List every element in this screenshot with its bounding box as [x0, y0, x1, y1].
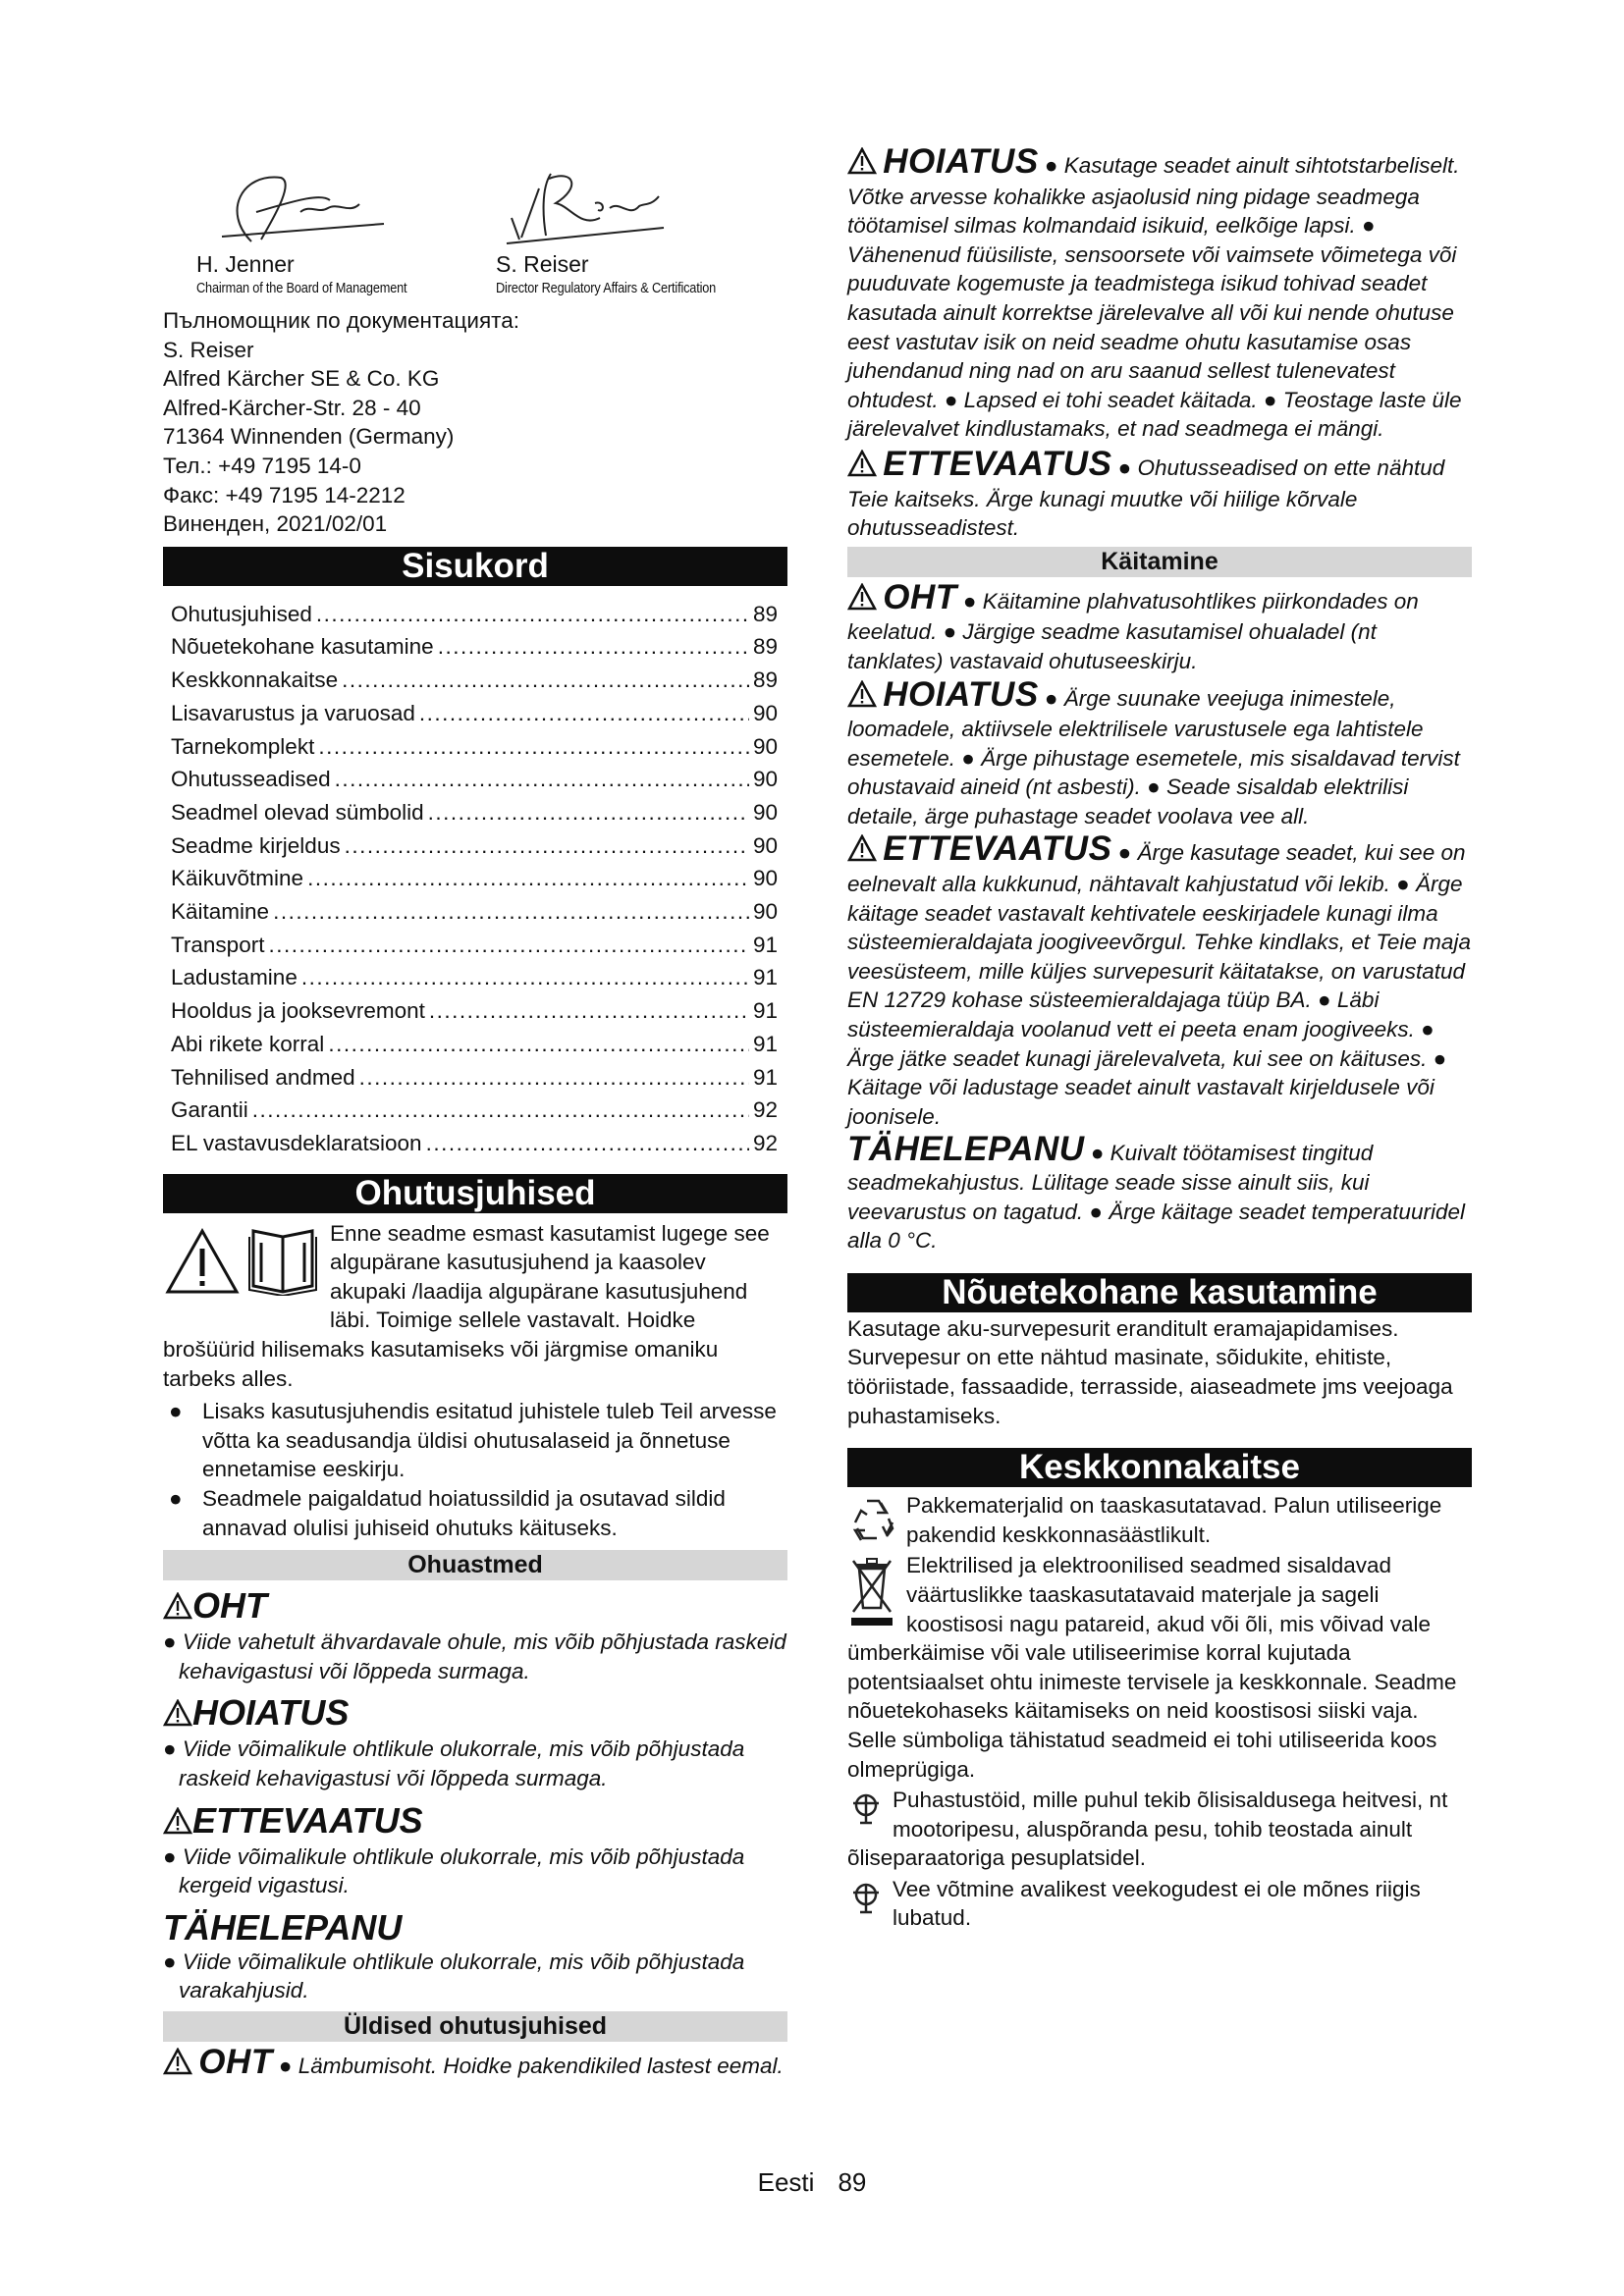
toc-list — [171, 598, 778, 1160]
kaitamine-heading: Käitamine — [847, 547, 1472, 577]
environment-item-oil-water: Puhastustöid, mille puhul tekib õlisisaldusega heitvesi, nt mootoripesu, aluspõranda pesu, tohib teostada ainult õliseparaatoriga pesuplatsidel. — [847, 1788, 1448, 1871]
toc-item[interactable]: Keskkonnakaitse ..... 89 — [171, 664, 778, 697]
warning-triangle-icon — [847, 450, 877, 485]
warning-triangle-icon — [163, 1588, 192, 1628]
signature-right-role: Director Regulatory Affairs & Certification — [496, 281, 717, 296]
toc-item[interactable]: Tarnekomplekt ..... 90 — [171, 730, 778, 764]
address-line: Alfred-Kärcher-Str. 28 - 40 — [163, 395, 421, 420]
toc-item[interactable]: Transport ..... 91 — [171, 929, 778, 962]
address-line: S. Reiser — [163, 337, 254, 362]
ettevaatus-paragraph-2: ETTEVAATUS ● Ärge kasutage seadet, kui see on eelnevalt alla kukkunud, nähtavalt kahjustatud või lekib. ● Ärge käitage seadet vastavalt kehtivatele eeskirjadele kunagi ilma süsteemieraldajata joogiveevõrgul. Tehke kindlaks, et Teie maja veesüsteem, mille küljes survepesurit käitatakse, on varustatud EN 12729 kohase süsteemieraldajaga tüüp BA. ● Läbi süsteemieraldaja voolanud vett ei peeta enam joogiveeks. ● Ärge jätke seadet kunagi järelevalveta, kui see on käituses. ● Käitage või ladustage seadet ainult vastavalt kirjeldusele või joonisele. — [847, 829, 1471, 1129]
toc-item[interactable]: Käitamine ..... 90 — [171, 895, 778, 929]
toc-item[interactable]: Seadmel olevad sümbolid ..... 90 — [171, 796, 778, 829]
toc-item[interactable]: EL vastavusdeklaratsioon ..... 92 — [171, 1127, 778, 1160]
environment-item-water-bodies: Vee võtmine avalikest veekogudest ei ole mõnes riigis lubatud. — [847, 1875, 1472, 1933]
water-tap-icon — [847, 1789, 885, 1829]
recycle-icon — [847, 1493, 898, 1544]
toc-item[interactable]: Ohutusseadised ..... 90 — [171, 763, 778, 796]
signature-jenner-image — [202, 153, 389, 251]
oht-paragraph-2: OHT ● Käitamine plahvatusohtlikes piirkondades on keelatud. ● Järgige seadme kasutamisel ohualadel (nt tanklates) vastavaid ohutuseeskirju. — [847, 577, 1419, 673]
signature-left-role: Chairman of the Board of Management — [196, 281, 407, 296]
toc-item[interactable]: Tehnilised andmed ..... 91 — [171, 1061, 778, 1095]
warning-triangle-icon — [847, 680, 877, 716]
intended-use-heading: Nõuetekohane kasutamine — [847, 1273, 1472, 1312]
page-footer — [0, 2167, 1624, 2198]
hazard-level-text: ● Viide võimalikule ohtlikule olukorrale, mis võib põhjustada kergeid vigastusi. — [163, 1843, 745, 1898]
intro-icons — [163, 1219, 330, 1308]
hazard-level-hoiatus: HOIATUS ● Viide võimalikule ohtlikule olukorrale, mis võib põhjustada raskeid kehavigastusi või lõppeda surmaga. — [163, 1693, 787, 1792]
toc-item[interactable]: Garantii ..... 92 — [171, 1094, 778, 1127]
left-column — [163, 147, 787, 2083]
warning-triangle-icon — [847, 147, 877, 183]
safety-bullets — [163, 1397, 787, 1542]
address-line: Alfred Kärcher SE & Co. KG — [163, 366, 440, 392]
manual-book-icon — [247, 1223, 318, 1296]
hazard-level-text: ● Viide võimalikule ohtlikule olukorrale, mis võib põhjustada raskeid kehavigastusi või lõppeda surmaga. — [163, 1736, 745, 1791]
address-line: Факс: +49 7195 14-2212 — [163, 482, 406, 507]
safety-intro-text: Enne seadme esmast kasutamist lugege see algupärane kasutusjuhend ja kaasolev akupaki /laadija algupärane kasutusjuhend läbi. Toimige sellele vastavalt. Hoidke brošüürid hilisemaks kasutamiseks või järgmise omaniku tarbeks alles. — [163, 1220, 770, 1391]
address-line: Тел.: +49 7195 14-0 — [163, 453, 361, 478]
signature-area — [163, 147, 787, 304]
tahelepanu-paragraph: TÄHELEPANU ● Kuivalt töötamisest tingitud seadmekahjustus. Lülitage seade sisse ainult siis, kui veevarustus on tagatud. ● Ärge käitage seadet temperatuuridel alla 0 °C. — [847, 1130, 1465, 1254]
safety-bullet: ● Lisaks kasutusjuhendis esitatud juhistele tuleb Teil arvesse võtta ka seadusandja üldisi ohutusalaseid ja õnnetuse ennetamise eeskirju. — [169, 1399, 777, 1482]
intended-use-paragraph: Kasutage aku-survepesurit eranditult eramajapidamises. — [847, 1315, 1399, 1341]
environment-heading: Keskkonnakaitse — [847, 1448, 1472, 1487]
hoiatus-paragraph-2: HOIATUS ● Ärge suunake veejuga inimestele, loomadele, aktiivsele elektrilisele varustusele ega lahtistele esemetele. ● Ärge pihustage esemetele, mis sisaldavad tervist ohustavaid aineid (nt asbesti). ● Seade sisaldab elektrilisi detaile, ärge puhastage seadet voolava vee all. — [847, 674, 1460, 828]
toc-item[interactable]: Hooldus ja jooksevremont ..... 91 — [171, 994, 778, 1028]
toc-item[interactable]: Abi rikete korral ..... 91 — [171, 1028, 778, 1061]
address-block — [163, 306, 787, 539]
toc-item[interactable]: Lisavarustus ja varuosad ..... 90 — [171, 697, 778, 730]
general-safety-heading: Üldised ohutusjuhised — [163, 2011, 787, 2042]
address-line: Виненден, 2021/02/01 — [163, 511, 388, 537]
footer-page-number: 89 — [838, 2167, 867, 2197]
footer-language: Eesti — [757, 2167, 815, 2197]
crossed-bin-icon — [849, 1555, 894, 1628]
warning-triangle-icon — [163, 2048, 192, 2083]
warning-triangle-icon — [847, 583, 877, 618]
hazard-level-text: ● Viide vahetult ähvardavale ohule, mis võib põhjustada raskeid kehavigastusi või lõppeda surmaga. — [163, 1629, 786, 1683]
warning-triangle-icon — [847, 834, 877, 870]
hazard-levels-heading: Ohuastmed — [163, 1550, 787, 1580]
safety-bullet: ● Seadmele paigaldatud hoiatussildid ja osutavad sildid annavad olulisi juhiseid ohutuks käituseks. — [169, 1486, 726, 1540]
warning-triangle-icon — [163, 1695, 192, 1735]
toc-item[interactable]: Käikuvõtmine ..... 90 — [171, 862, 778, 895]
hazard-level-tahelepanu: TÄHELEPANU ● Viide võimalikule ohtlikule olukorrale, mis võib põhjustada varakahjusid. — [163, 1908, 787, 2005]
hazard-level-text: ● Viide võimalikule ohtlikule olukorrale, mis võib põhjustada varakahjusid. — [163, 1949, 745, 2003]
warning-triangle-icon — [165, 1227, 240, 1296]
hoiatus-paragraph-1: HOIATUS ● Kasutage seadet ainult sihtotstarbeliselt. Võtke arvesse kohalikke asjaolusid ning pidage seadmega töötamisel silmas kolmandaid isikuid, eelkõige lapsi. ● Vähenenud füüsiliste, sensoorsete või vaimsete võimetega või puuduvate kogemuste ja teadmistega isikud tohivad seadet kasutada ainult korrektse järelevalve all või kui nende ohutuse eest vastutav isik on neid seadme ohutu kasutamise osas juhendanud ning nad on aru saanud sellest tulenevatest ohtudest. ● Lapsed ei tohi seadet käitada. ● Teostage laste üle järelevalvet kindlustamaks, et nad seadmega ei mängi. — [847, 142, 1462, 442]
general-oht-paragraph: OHT ● Lämbumisoht. Hoidke pakendikiled lastest eemal. — [163, 2048, 787, 2083]
address-line: 71364 Winnenden (Germany) — [163, 424, 455, 450]
hazard-level-ettevaatus: ETTEVAATUS ● Viide võimalikule ohtlikule olukorrale, mis võib põhjustada kergeid vigastusi. — [163, 1801, 787, 1900]
warning-triangle-icon — [163, 1803, 192, 1842]
toc-item[interactable]: Ladustamine ..... 91 — [171, 961, 778, 994]
signature-right-name: S. Reiser — [496, 251, 589, 277]
signature-reiser-image — [492, 149, 669, 247]
toc-item[interactable]: Nõuetekohane kasutamine ..... 89 — [171, 630, 778, 664]
safety-intro — [163, 1219, 787, 1394]
signature-left-name: H. Jenner — [196, 251, 295, 277]
safety-heading: Ohutusjuhised — [163, 1174, 787, 1213]
water-tap-icon — [847, 1879, 885, 1918]
ettevaatus-paragraph-1: ETTEVAATUS ● Ohutusseadised on ette nähtud Teie kaitseks. Ärge kunagi muutke või hiilige kõrvale ohutusseadistest. — [847, 444, 1445, 541]
toc-item[interactable]: Seadme kirjeldus ..... 90 — [171, 829, 778, 863]
environment-item-weee: Elektrilised ja elektroonilised seadmed sisaldavad väärtuslikke taaskasutatavaid materjale ja sageli koostisosi nagu patareid, akud või õli, mis võivad vale ümberkäimise või vale utiliseerimise korral kujutada potentsiaalset ohtu inimeste tervisele ja keskkonnale. Seadme nõuetekohaseks käitamiseks on neid koostisosi siiski vaja. Selle sümboliga tähistatud seadmeid ei tohi utiliseerida koos olmeprügiga. — [847, 1553, 1457, 1782]
intended-use-paragraph: Survepesur on ette nähtud masinate, sõidukite, ehitiste, tööriistade, fassaadide, terrasside, aiaseadmete jms veejoaga puhastamiseks. — [847, 1345, 1453, 1428]
toc-item[interactable]: Ohutusjuhised ..... 89 — [171, 598, 778, 631]
address-line: Пълномощник по документацията: — [163, 308, 519, 333]
environment-item-packaging: Pakkematerjalid on taaskasutatavad. Palun utiliseerige pakendid keskkonnasäästlikult. — [847, 1491, 1472, 1549]
right-column — [847, 142, 1472, 1933]
hazard-level-oht: OHT ● Viide vahetult ähvardavale ohule, mis võib põhjustada raskeid kehavigastusi või lõppeda surmaga. — [163, 1586, 787, 1685]
toc-heading: Sisukord — [163, 547, 787, 586]
